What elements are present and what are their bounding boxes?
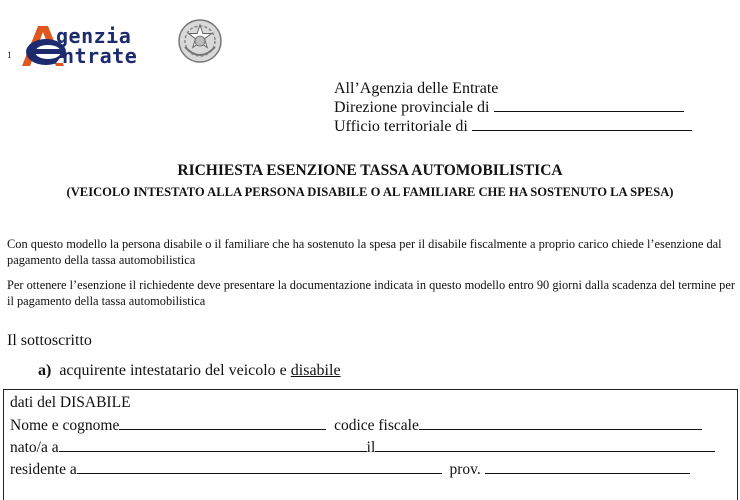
republic-emblem-icon xyxy=(176,17,224,65)
codice-fiscale-field[interactable] xyxy=(419,416,702,430)
section-title: dati del DISABILE xyxy=(10,394,131,411)
data-nascita-field[interactable] xyxy=(375,438,715,452)
recipient-line-3: Ufficio territoriale di xyxy=(334,117,692,136)
provincia-field[interactable] xyxy=(485,460,690,474)
form-subtitle: (VEICOLO INTESTATO ALLA PERSONA DISABILE O AL FAMILIARE CHE HA SOSTENUTO LA SPESA) xyxy=(66,185,674,199)
deadline-paragraph: Per ottenere l’esenzione il richiedente deve presentare la documentazione indicata in questo modello entro 90 giorni dalla scadenza del termine per il pagamento della tassa automobilistica xyxy=(7,278,735,308)
logo-text-entrate: ntrate xyxy=(62,44,138,68)
luogo-nascita-field[interactable] xyxy=(59,438,367,452)
option-a-marker: a) xyxy=(38,362,52,379)
recipient-line-1: All’Agenzia delle Entrate xyxy=(334,80,499,97)
nascita-row: nato/a a il xyxy=(10,438,715,457)
recipient-line-2: Direzione provinciale di xyxy=(334,98,684,117)
form-title: RICHIESTA ESENZIONE TASSA AUTOMOBILISTICA xyxy=(177,162,563,179)
direzione-provinciale-field[interactable] xyxy=(494,98,684,112)
option-a-underlined: disabile xyxy=(290,362,341,379)
option-a xyxy=(38,362,341,380)
nome-cognome-field[interactable] xyxy=(119,416,326,430)
residenza-row: residente a prov. xyxy=(10,460,690,479)
nome-cognome-row: Nome e cognome codice fiscale xyxy=(10,416,702,435)
logo-text-agenzia: genzia xyxy=(56,24,132,48)
sottoscritto-label: Il sottoscritto xyxy=(7,332,92,349)
residenza-field[interactable] xyxy=(77,460,442,474)
option-a-text: acquirente intestatario del veicolo e xyxy=(59,362,287,379)
disabled-data-box xyxy=(3,389,738,500)
ufficio-territoriale-field[interactable] xyxy=(472,117,692,131)
intro-paragraph: Con questo modello la persona disabile o il familiare che ha sostenuto la spesa per il disabile fiscalmente a proprio carico chiede l’esenzione dal pagamento della tassa automobilistica xyxy=(7,237,722,267)
footnote-marker: 1 xyxy=(7,50,12,60)
